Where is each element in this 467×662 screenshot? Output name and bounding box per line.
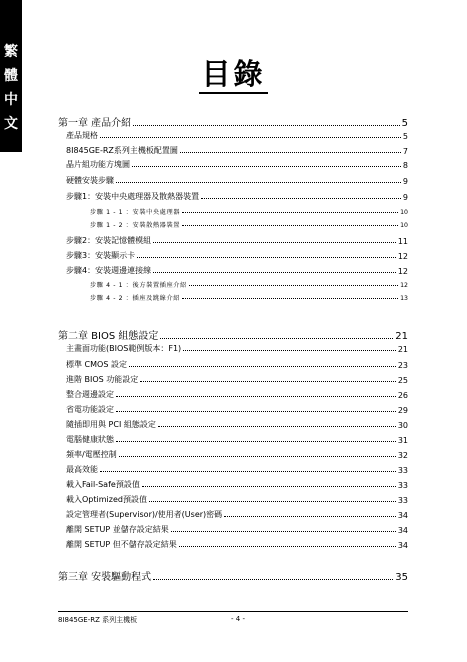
- toc-entry[interactable]: [66, 389, 408, 400]
- toc-entry-page: 29: [397, 406, 408, 415]
- toc-entry-page: 5: [401, 118, 408, 129]
- toc-leader: [132, 165, 401, 167]
- toc-leader: [100, 136, 401, 138]
- toc-entry-page: 21: [397, 345, 408, 354]
- toc-entry[interactable]: [90, 207, 408, 216]
- toc-leader: [116, 395, 396, 397]
- toc-entry[interactable]: [66, 464, 408, 475]
- toc-entry-page: 31: [397, 436, 408, 445]
- toc-leader: [182, 224, 398, 226]
- toc-entry-title: 進階 BIOS 功能設定: [66, 375, 139, 384]
- language-tab-char: 繁: [4, 44, 18, 60]
- toc-entry-title: 載入Optimized預設值: [66, 495, 147, 504]
- toc-leader: [153, 271, 396, 273]
- toc-entry-page: 34: [397, 526, 408, 535]
- toc-entry[interactable]: [66, 130, 408, 141]
- footer-product-name: 8I845GE-RZ 系列主機板: [58, 616, 138, 624]
- toc-entry[interactable]: [58, 327, 408, 342]
- toc-entry[interactable]: [58, 114, 408, 129]
- toc-entry-page: 25: [397, 376, 408, 385]
- toc-entry-page: 9: [402, 177, 408, 186]
- toc-leader: [142, 485, 396, 487]
- toc-entry[interactable]: [66, 479, 408, 490]
- toc-entry-title: 省電功能設定: [66, 405, 114, 414]
- language-tab-char: 中: [4, 92, 18, 108]
- toc-entry-title: 設定管理者(Supervisor)/使用者(User)密碼: [66, 510, 223, 519]
- toc-leader: [153, 241, 396, 243]
- toc-entry-title: 步驟2：安裝記憶體模組: [66, 236, 152, 245]
- language-tab-char: 文: [4, 116, 18, 132]
- toc-entry[interactable]: [66, 494, 408, 505]
- toc-entry[interactable]: [90, 293, 408, 302]
- toc-entry-page: 33: [397, 481, 408, 490]
- toc-entry[interactable]: [58, 568, 408, 583]
- toc-entry-page: 9: [402, 193, 408, 202]
- toc-leader: [182, 297, 398, 299]
- toc-entry-title: 8I845GE-RZ系列主機板配置圖: [66, 146, 178, 155]
- toc-leader: [116, 410, 396, 412]
- toc-leader: [171, 530, 396, 532]
- toc-entry-page: 34: [397, 541, 408, 550]
- toc-entry-page: 21: [395, 331, 408, 342]
- toc-entry-title: 第二章 BIOS 組態設定: [58, 331, 159, 342]
- toc-entry[interactable]: [66, 419, 408, 430]
- toc-entry-title: 載入Fail-Safe預設值: [66, 480, 140, 489]
- toc-entry[interactable]: [66, 539, 408, 550]
- toc-entry-page: 13: [400, 295, 408, 302]
- toc-entry-page: 12: [397, 267, 408, 276]
- toc-leader: [189, 284, 398, 286]
- toc-leader: [160, 337, 393, 339]
- toc-entry-title: 硬體安裝步驟: [66, 176, 114, 185]
- toc-entry-page: 12: [397, 252, 408, 261]
- toc-entry-page: 34: [397, 511, 408, 520]
- toc-entry[interactable]: [66, 449, 408, 460]
- page-title-text: 目錄: [199, 57, 267, 94]
- toc-entry[interactable]: [90, 220, 408, 229]
- toc-leader: [129, 365, 396, 367]
- toc-entry-title: 步驟3：安裝顯示卡: [66, 251, 136, 260]
- toc-entry-title: 晶片組功能方塊圖: [66, 160, 130, 169]
- toc-leader: [201, 197, 401, 199]
- toc-entry-page: 32: [397, 451, 408, 460]
- toc-entry-page: 30: [397, 421, 408, 430]
- toc-entry-title: 產品規格: [66, 131, 98, 140]
- toc-entry[interactable]: [66, 343, 408, 354]
- toc-leader: [140, 380, 396, 382]
- toc-entry-page: 7: [402, 147, 408, 156]
- toc-entry-page: 5: [402, 132, 408, 141]
- toc-entry-title: 電腦健康狀態: [66, 435, 114, 444]
- toc-entry-title: 步驟 1 - 2 ：安裝散熱器裝置: [90, 222, 181, 229]
- page-title: [0, 52, 467, 93]
- toc-leader: [116, 440, 396, 442]
- toc-entry[interactable]: [66, 145, 408, 156]
- toc-leader: [182, 211, 398, 213]
- toc-entry-page: 8: [402, 161, 408, 170]
- toc-entry[interactable]: [66, 359, 408, 370]
- toc-leader: [116, 181, 401, 183]
- toc-entry-page: 33: [397, 496, 408, 505]
- toc-leader: [180, 151, 401, 153]
- toc-entry-title: 隨插即用與 PCI 組態設定: [66, 420, 156, 429]
- toc-entry-page: 10: [400, 209, 408, 216]
- toc-entry[interactable]: [66, 404, 408, 415]
- toc-entry-title: 步驟1：安裝中央處理器及散熱器裝置: [66, 192, 200, 201]
- toc-entry[interactable]: [66, 509, 408, 520]
- footer-divider: [58, 611, 408, 612]
- toc-entry[interactable]: [66, 159, 408, 170]
- toc-leader: [137, 256, 396, 258]
- toc-entry-title: 第一章 產品介紹: [58, 118, 132, 129]
- toc-entry-page: 26: [397, 391, 408, 400]
- toc-entry[interactable]: [66, 524, 408, 535]
- toc-entry-page: 12: [400, 282, 408, 289]
- toc-entry-page: 33: [397, 466, 408, 475]
- toc-leader: [158, 425, 396, 427]
- toc-entry-title: 步驟 1 - 1 ：安裝中央處理器: [90, 209, 181, 216]
- toc-entry-title: 主畫面功能(BIOS範例版本：F1): [66, 344, 182, 353]
- toc-entry-page: 35: [395, 572, 408, 583]
- toc-entry[interactable]: [66, 235, 408, 246]
- toc-entry-title: 整合週邊設定: [66, 390, 114, 399]
- toc-entry-title: 離開 SETUP 但不儲存設定結果: [66, 540, 177, 549]
- toc-entry-title: 標準 CMOS 設定: [66, 360, 127, 369]
- toc-leader: [183, 349, 396, 351]
- toc-leader: [153, 578, 393, 580]
- toc-entry-title: 最高效能: [66, 465, 98, 474]
- toc-entry-title: 離開 SETUP 並儲存設定結果: [66, 525, 169, 534]
- language-tab-char: 體: [4, 68, 18, 84]
- toc-entry-page: 11: [397, 237, 408, 246]
- toc-leader: [133, 124, 399, 126]
- toc-entry-title: 步驟 4 - 1 ：後方裝置插座介紹: [90, 282, 187, 289]
- toc-entry[interactable]: [66, 265, 408, 276]
- toc-entry[interactable]: [90, 280, 408, 289]
- toc-entry-title: 步驟 4 - 2 ：插座及跳線介紹: [90, 295, 181, 302]
- toc-leader: [100, 470, 396, 472]
- toc-entry-page: 23: [397, 361, 408, 370]
- toc-entry-title: 第三章 安裝驅動程式: [58, 572, 152, 583]
- toc-entry-page: 10: [400, 222, 408, 229]
- toc-entry[interactable]: [66, 374, 408, 385]
- toc-entry-title: 步驟4：安裝週邊連接線: [66, 266, 152, 275]
- toc-leader: [149, 500, 396, 502]
- toc-entry[interactable]: [66, 250, 408, 261]
- toc-entry[interactable]: [66, 175, 408, 186]
- footer-page-number: - 4 -: [231, 615, 245, 623]
- toc-leader: [179, 545, 396, 547]
- toc-entry[interactable]: [66, 434, 408, 445]
- toc-entry[interactable]: [66, 191, 408, 202]
- toc-leader: [119, 455, 396, 457]
- toc-leader: [224, 515, 396, 517]
- toc-entry-title: 頻率/電壓控制: [66, 450, 117, 459]
